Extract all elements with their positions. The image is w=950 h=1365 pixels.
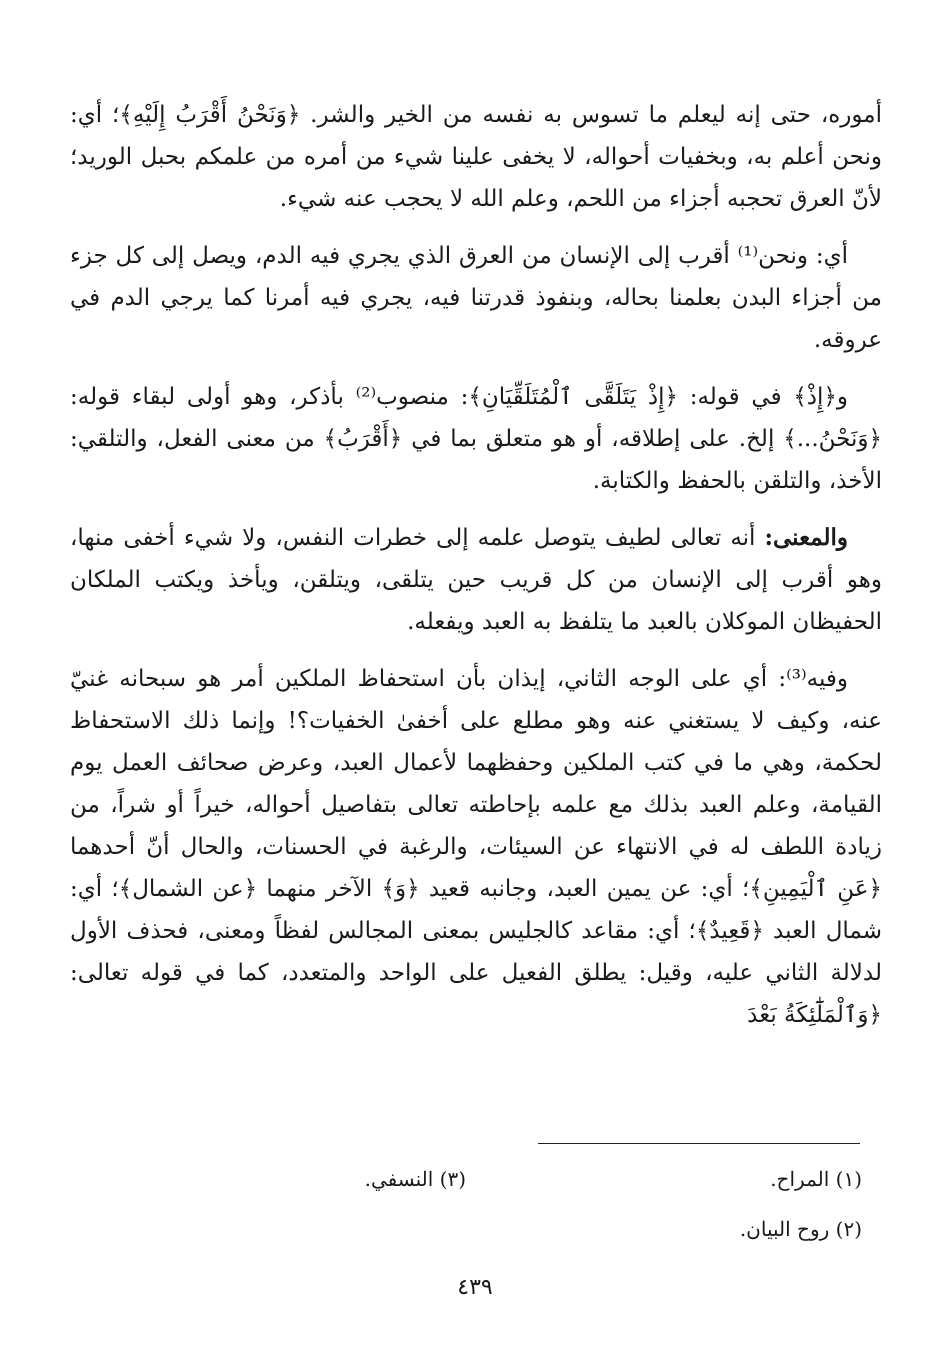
text-line: ذلك الاستحفاظ لحكمة، وهي ما في كتب الملكين وحفظهما لأعمال العبد،	[70, 708, 882, 776]
text-line: مقاعد كالجليس بمعنى المجالس لفظاً ومعنى، فحذف الأول لدلالة الثاني عليه،	[70, 918, 882, 986]
paragraph-lead: والمعنى:	[764, 524, 849, 551]
footnote-separator	[538, 1143, 860, 1144]
page-number: ٤٣٩	[457, 1275, 493, 1300]
text-line: ويكتب الملكان الحفيظان الموكلان بالعبد ما يتلفظ به العبد ويفعله.	[70, 567, 882, 635]
text-line: وعرض صحائف العمل يوم القيامة، وعلم العبد بذلك مع علمه بإحاطته تعالى	[70, 750, 882, 818]
text-line: بتفاصيل أحواله، خيراً أو شراً، من زيادة اللطف له في الانتهاء عن السيئات،	[70, 792, 882, 860]
text-line: سبحانه غنيّ عنه، وكيف لا يستغني عنه وهو مطلع على أخفىٰ الخفيات؟! وإنما	[70, 666, 882, 734]
footnote-3: (٣) النسفي.	[364, 1167, 466, 1191]
footnote-2: (٢) روح البيان.	[739, 1217, 862, 1241]
paragraph-1	[70, 94, 882, 220]
paragraph-5	[70, 658, 882, 1036]
text-line: كما يرجي الدم في عروقه.	[70, 285, 882, 353]
text-line: بحبل الوريد؛ لأنّ العرق تحجبه أجزاء من اللحم، وعلم الله لا يحجب عنه	[70, 144, 882, 212]
text-line: أموره، حتى إنه ليعلم ما تسوس به نفسه من الخير والشر. ﴿وَنَحْنُ أَقْرَبُ إِلَيْهِ﴾؛	[112, 102, 882, 128]
paragraph-2	[70, 235, 882, 361]
text-line: وقيل: يطلق الفعيل على الواحد والمتعدد، كما في قوله تعالى: ﴿وَٱلْمَلَٰٓئِكَةُ بَعْدَ	[70, 960, 882, 1028]
text-line: الفعل، والتلقي: الأخذ، والتلقن بالحفظ والكتابة.	[70, 426, 882, 494]
text-line: والرغبة في الحسنات، والحال أنّ أحدهما ﴿عَنِ ٱلْيَمِينِ﴾؛ أي: عن يمين العبد،	[70, 834, 882, 902]
text-line: أخفى منها، وهو أقرب إلى الإنسان من كل قريب حين يتلقى، ويتلقن، ويأخذ	[70, 525, 882, 593]
text-line: إلى كل جزء من أجزاء البدن بعلمنا بحاله، وبنفوذ قدرتنا فيه، يجري فيه أمرنا	[70, 243, 882, 311]
text-line: أي: ونحن أعلم به، وبخفيات أحواله، لا يخفى علينا شيء من أمره من علمكم	[70, 102, 883, 170]
paragraph-4	[70, 517, 882, 643]
footnote-1: (١) المراح.	[770, 1167, 862, 1191]
footnote-row	[70, 1160, 862, 1198]
text-line: أي: ونحن⁽¹⁾ أقرب إلى الإنسان من العرق الذي يجري فيه الدم، ويصل	[192, 243, 848, 269]
footnotes	[70, 1160, 862, 1248]
text-line: وجانبه قعيد ﴿وَ﴾ الآخر منهما ﴿عن الشمال﴾؛ أي: شمال العبد ﴿قَعِيدٌ﴾؛ أي:	[70, 876, 882, 944]
text-line: و﴿إِذْ﴾ في قوله: ﴿إِذْ يَتَلَقَّى ٱلْمُتَلَقِّيَانِ﴾: منصوب⁽²⁾ بأذكر، وهو أولى لبقاء	[131, 384, 849, 410]
text-line: وفيه⁽³⁾: أي على الوجه الثاني، إيذان بأن استحفاظ الملكين أمر هو	[197, 666, 848, 692]
text-line: شيء.	[279, 186, 337, 212]
text-line: أنه تعالى لطيف يتوصل علمه إلى خطرات النفس، ولا شيء	[183, 525, 765, 551]
main-text	[70, 94, 882, 1051]
text-line: قوله: ﴿وَنَحْنُ...﴾ إلخ. على إطلاقه، أو هو متعلق بما في ﴿أَقْرَبُ﴾ من معنى	[70, 384, 882, 452]
paragraph-3	[70, 376, 882, 502]
